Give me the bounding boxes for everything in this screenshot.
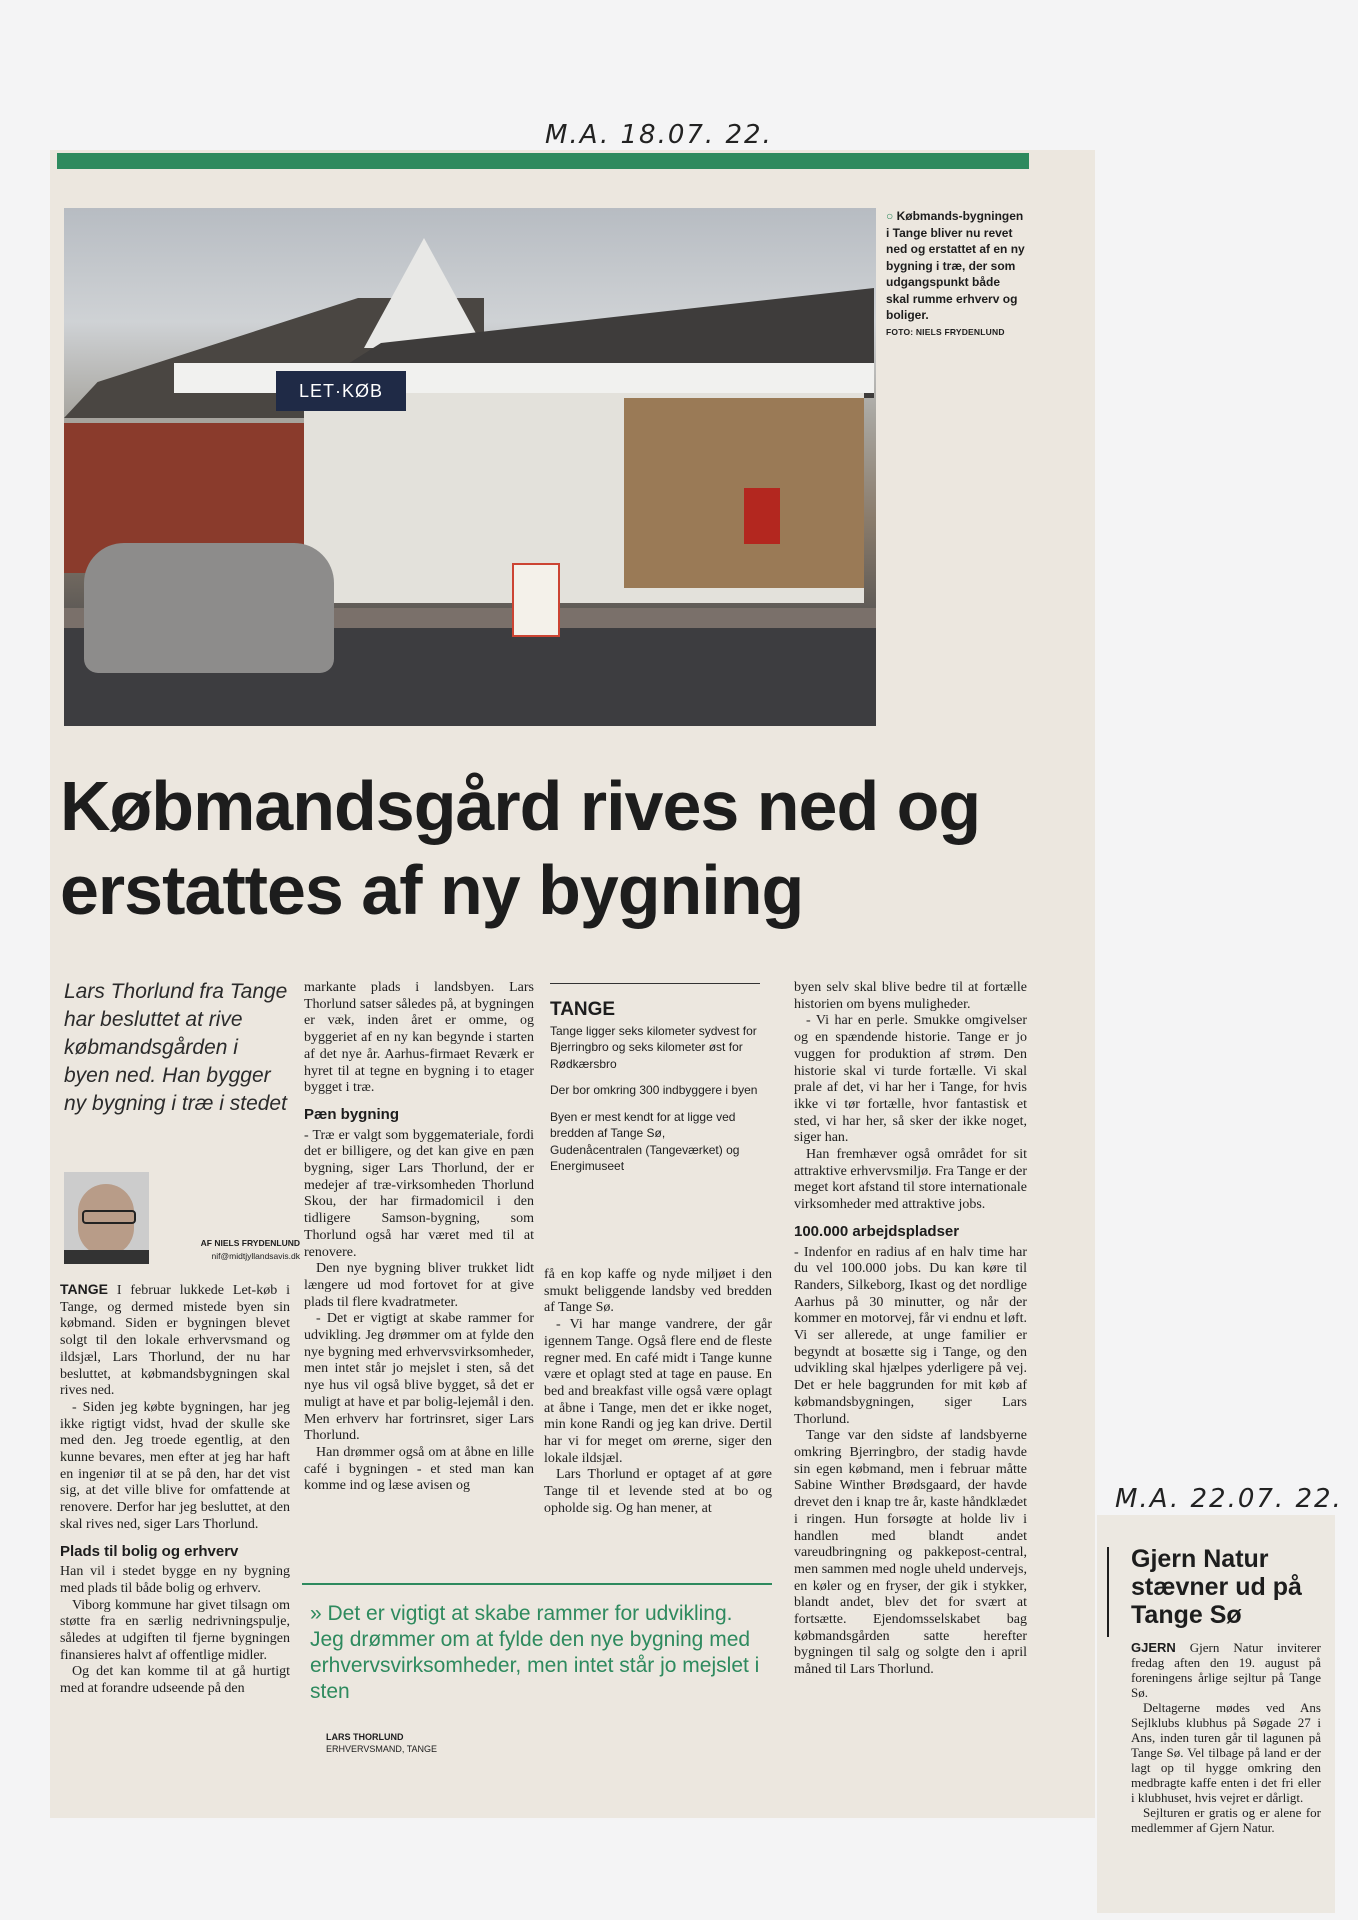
crosshead: Plads til bolig og erhverv xyxy=(60,1542,239,1560)
factbox-item: Der bor omkring 300 indbyggere i byen xyxy=(550,1083,758,1097)
byline xyxy=(160,1237,300,1263)
title-rule xyxy=(1107,1547,1109,1637)
byline-email: nif@midtjyllandsavis.dk xyxy=(211,1251,300,1261)
paragraph xyxy=(60,1281,290,1400)
glasses-icon xyxy=(82,1210,136,1224)
paragraph-text: Gjern Natur inviterer fredag aften den 19. august på foreningens årlige sejltur på Tange Sø. xyxy=(1131,1640,1321,1700)
handwritten-date-2: M.A. 22.07. 22. xyxy=(1115,1484,1343,1514)
author-photo xyxy=(64,1172,149,1264)
paragraph: Han fremhæver også området for sit attraktive erhvervsmiljø. Fra Tange er der meget kort afstand til store internationale virksomheder med attraktive jobs. xyxy=(794,1147,1027,1213)
shop-sign: LET·KØB xyxy=(276,371,406,411)
mailbox xyxy=(744,488,780,544)
paragraph: - Vi har en perle. Smukke omgivelser og en spændende historie. Tange er jo vuggen for produktion af strøm. Den historie skal vi turde fortælle. Vi skal prale af det, vi har her i Tange, for hvis ikke vi tør fortælle, hvor fantastisk et sted, vi har her, så sker der ikke noget, siger han. xyxy=(794,1013,1027,1146)
article-column-1 xyxy=(60,1281,290,1698)
article-column-2 xyxy=(304,980,534,1495)
factbox xyxy=(550,983,760,1185)
paragraph-text: I februar lukkede Let-køb i Tange, og dermed mistede byen sin købmand. Siden er bygningen blevet solgt til den lokale erhvervsmand og ildsjæl, Lars Thorlund, der nu har besluttet, at købmandsbygningen skal rives ned. xyxy=(60,1283,290,1399)
paragraph: få en kop kaffe og nyde miljøet i den smukt beliggende landsby ved bredden af Tange Sø. xyxy=(544,1267,772,1316)
photo-caption xyxy=(886,208,1026,340)
newspaper-clipping-secondary xyxy=(1097,1515,1335,1913)
caption-text: Købmands-bygningen i Tange bliver nu revet ned og erstattet af en ny bygning i træ, der som udgangspunkt både skal rumme erhverv og boliger. xyxy=(886,209,1025,322)
paragraph: - Vi har mange vandrere, der går igennem Tange. Også flere end de fleste regner med. En café midt i Tange kunne være et oplagt sted at tage en pause. En bed and breakfast ville også være oplagt at åbne i Tange, men det er ikke noget, min kone Randi og jeg kan drive. Dertil har vi for meget om ørerne, siger den lokale ildsjæl. xyxy=(544,1317,772,1466)
factbox-item: Byen er mest kendt for at ligge ved bredden af Tange Sø, Gudenåcentralen (Tangeværket) og Energimuseet xyxy=(550,1109,740,1173)
photo-credit: FOTO: NIELS FRYDENLUND xyxy=(886,326,1005,337)
parked-car xyxy=(84,543,334,673)
paragraph: byen selv skal blive bedre til at fortælle historien om byens muligheder. xyxy=(794,980,1027,1012)
paragraph: - Indenfor en radius af en halv time har du vel 100.000 jobs. Du kan køre til Randers, Silkeborg, Ikast og det nordlige Aarhus på 30 minutter, og når der kommer en motorvej, får vi endnu et løft. Vi ser allerede, at unge familier er begyndt at bosætte sig i Tange, og den udvikling skal hjælpes yderligere på vej. Det er hele baggrunden for mit køb af købmandsbygningen, siger Lars Thorlund. xyxy=(794,1244,1027,1427)
paragraph: - Det er vigtigt at skabe rammer for udvikling. Jeg drømmer om at fylde den nye bygning med erhvervsvirksomheder, men intet står jo mejslet i sten, så det nye hus vil også blive bygget, så det er muligt at have et par bolig-lejemål i den. Men erhverv har fortrinsret, siger Lars Thorlund. xyxy=(304,1311,534,1444)
byline-name: AF NIELS FRYDENLUND xyxy=(200,1238,300,1248)
newspaper-clipping-main xyxy=(50,150,1095,1818)
factbox-title: TANGE xyxy=(550,999,616,1020)
store-photo xyxy=(64,208,876,726)
paragraph xyxy=(1131,1640,1321,1700)
pull-quote-text: » Det er vigtigt at skabe rammer for udvikling. Jeg drømmer om at fylde den nye bygning med erhvervsvirksomheder, men intet står jo mejslet i sten xyxy=(310,1602,760,1703)
section-bar xyxy=(57,153,1029,169)
pull-quote xyxy=(302,1583,772,1755)
paragraph: Viborg kommune har givet tilsagn om støtte fra en særlig nedrivningspulje, således at udgiften til fjerne bygningen finansieres halvt af offentlige midler. xyxy=(60,1597,290,1663)
paragraph: - Træ er valgt som byggemateriale, fordi det er billigere, og det kan give en pæn bygning, siger Lars Thorlund, der er medejer af træ-virksomheden Thorlund Skou, der har firmadomicil i den tidligere Samson-bygning, som Thorlund også har været med til at renovere. xyxy=(304,1127,534,1260)
author-shirt xyxy=(64,1250,149,1264)
gable xyxy=(364,238,484,348)
clip2-body xyxy=(1131,1640,1321,1835)
subheadline: Lars Thorlund fra Tange har besluttet at rive købmandsgården i byen ned. Han bygger ny bygning i træ i stedet xyxy=(64,980,288,1115)
dateline: TANGE xyxy=(60,1281,108,1297)
article-column-3 xyxy=(544,1267,772,1518)
headline: Købmandsgård rives ned og erstattes af ny bygning xyxy=(60,767,981,929)
pull-quote-attribution xyxy=(326,1731,772,1755)
paragraph: Tange var den sidste af landsbyerne omkring Bjerringbro, der stadig havde sin egen købmand, men i februar måtte Sabine Winther Brødsgaard, der havde drevet den i knap tre år, kaste håndklædet i ringen. Hun forsøgte at holde liv i handlen med blandt andet vareudbringning og pakkepost-central, men sammen med nogle uheld undervejs, en køler og en fryser, der gik i stykker, blandt andet, blev det for svært at fortsætte. Ejendomsselskabet bag købmandsgården satte herefter bygningen til salg og solgte den i april måned til Lars Thorlund. xyxy=(794,1428,1027,1678)
caption-bullet-icon: ○ xyxy=(886,209,894,223)
paragraph: Han drømmer også om at åbne en lille café i bygningen - et sted man kan komme ind og læse avisen og xyxy=(304,1444,534,1494)
paragraph: - Siden jeg købte bygningen, har jeg ikke rigtigt vidst, hvad der skulle ske med den. Jeg troede egentlig, at den kunne bevares, men efter at jeg har haft en ingeniør til at se på den, har det vist sig, at det ville blive for omfattende at renovere. Derfor har jeg besluttet, at den skal rives ned, siger Lars Thorlund. xyxy=(60,1399,290,1532)
paragraph: Den nye bygning bliver trukket lidt længere ud mod fortovet for at give plads til flere kvadratmeter. xyxy=(304,1261,534,1310)
dateline: GJERN xyxy=(1131,1640,1176,1655)
crosshead: Pæn bygning xyxy=(304,1105,399,1123)
sandwich-board xyxy=(512,563,560,637)
paragraph: markante plads i landsbyen. Lars Thorlund satser således på, at bygningen er væk, inden året er omme, og byggeriet af en ny kan begynde i starten af det nye år. Aarhus-firmaet Reværk er hyret til at tegne en bygning i to etager bygget i træ. xyxy=(304,980,534,1096)
handwritten-date-1: M.A. 18.07. 22. xyxy=(545,120,773,150)
article-column-4 xyxy=(794,980,1027,1679)
factbox-item: Tange ligger seks kilometer sydvest for Bjerringbro og seks kilometer øst for Rødkærsbro xyxy=(550,1023,757,1071)
paragraph: Og det kan komme til at gå hurtigt med at forandre udseende på den xyxy=(60,1664,290,1697)
paragraph: Deltagerne mødes ved Ans Sejlklubs klubhus på Søgade 27 i Ans, inden turen går til lagunen på Tange Sø. Vel tilbage på land er der lagt op til hygge omkring den medbragte kaffe enten i det fri eller i klubhuset, hvis vejret er dårligt. xyxy=(1131,1700,1321,1805)
clip2-headline: Gjern Natur stævner ud på Tange Sø xyxy=(1131,1545,1302,1629)
pull-quote-name: LARS THORLUND xyxy=(326,1732,404,1742)
paragraph: Sejlturen er gratis og er alene for medlemmer af Gjern Natur. xyxy=(1131,1805,1321,1835)
pull-quote-role: ERHVERVSMAND, TANGE xyxy=(326,1744,438,1754)
paragraph: Lars Thorlund er optaget af at gøre Tange til et levende sted at bo og opholde sig. Og han mener, at xyxy=(544,1467,772,1516)
paragraph: Han vil i stedet bygge en ny bygning med plads til både bolig og erhverv. xyxy=(60,1564,290,1596)
crosshead: 100.000 arbejdspladser xyxy=(794,1222,960,1240)
